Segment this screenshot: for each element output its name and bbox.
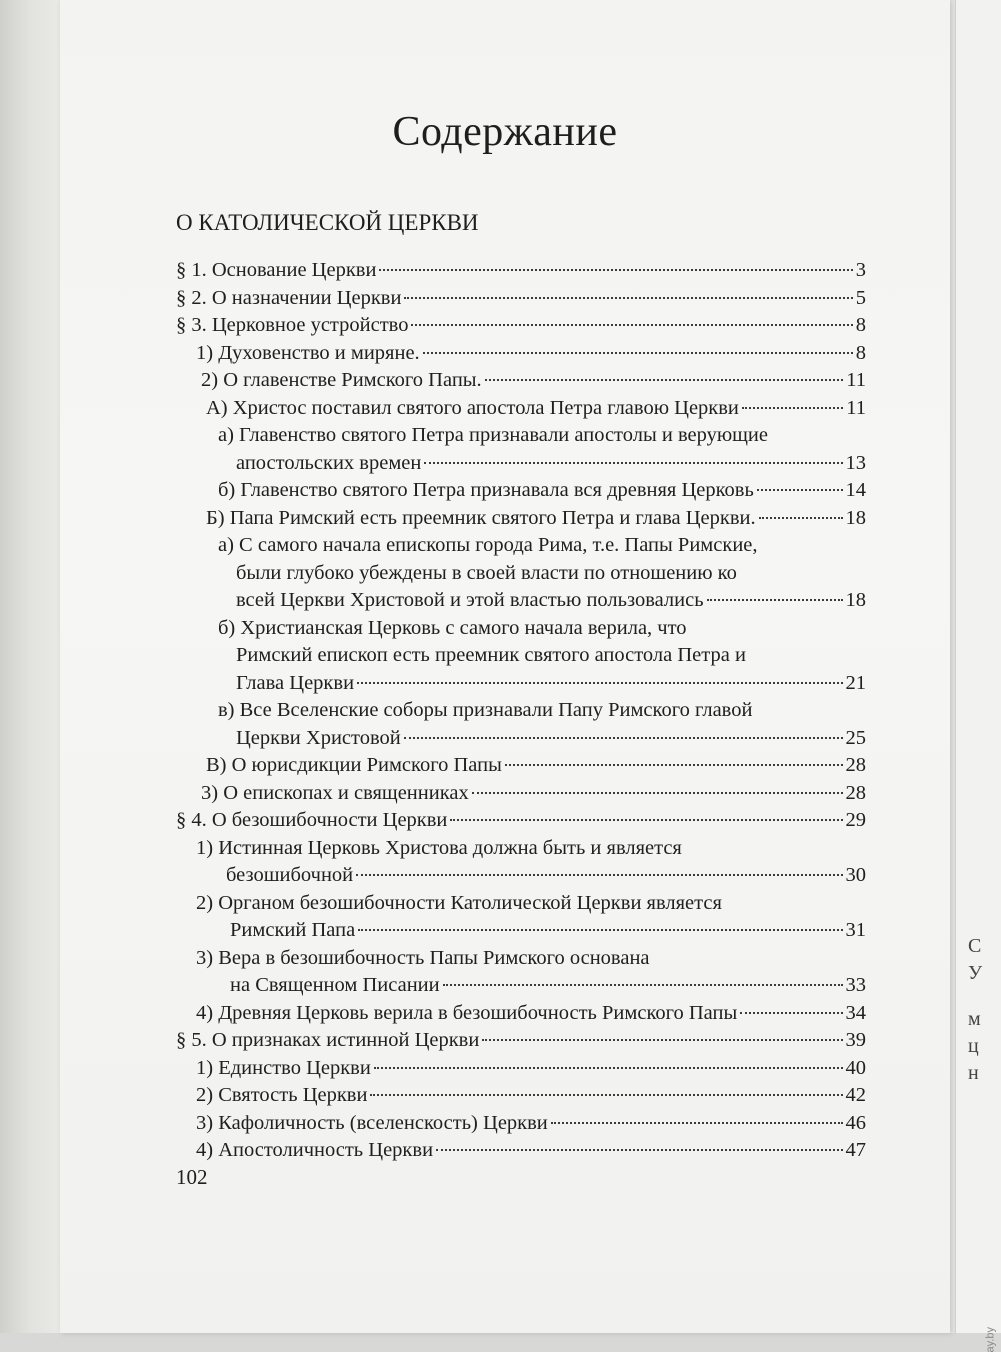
toc-entry[interactable] — [176, 835, 866, 890]
toc-page-number: 40 — [845, 1056, 866, 1079]
toc-entry-text: § 5. О признаках истинной Церкви — [176, 1029, 480, 1051]
toc-entry[interactable] — [176, 1000, 866, 1028]
toc-entry[interactable] — [176, 477, 866, 505]
toc-entry[interactable] — [176, 1082, 866, 1110]
toc-page-number: 39 — [845, 1029, 866, 1051]
edge-glyph: н — [968, 1062, 979, 1084]
dot-leader — [759, 517, 843, 519]
toc-entry[interactable] — [176, 615, 866, 698]
toc-entry[interactable] — [176, 697, 866, 752]
toc-entry[interactable] — [176, 367, 866, 395]
toc-entry-text: 2) Органом безошибочности Католической Церкви является — [196, 891, 722, 914]
toc-page-number: 8 — [855, 314, 866, 336]
toc-page-number: 21 — [845, 671, 866, 694]
toc-entry[interactable] — [176, 1110, 866, 1138]
toc-entry-text: В) О юрисдикции Римского Папы — [206, 754, 502, 776]
toc-entry-text: § 2. О назначении Церкви — [176, 286, 402, 309]
toc-entry[interactable] — [176, 1137, 866, 1165]
toc-page-number: 28 — [845, 754, 866, 776]
dot-leader — [424, 462, 842, 464]
dot-leader — [357, 682, 842, 684]
edge-glyph: У — [968, 962, 983, 984]
toc-entry-text: б) Главенство святого Петра признавала вся древняя Церковь — [218, 479, 754, 501]
toc-entry-text: 2) Святость Церкви — [196, 1084, 368, 1106]
dot-leader — [757, 489, 843, 491]
toc-page-number: 34 — [845, 1001, 866, 1024]
toc-entry[interactable] — [176, 890, 866, 945]
toc-entry[interactable] — [176, 780, 866, 808]
toc-page-number: 13 — [845, 451, 866, 474]
dot-leader — [707, 599, 843, 601]
edge-glyph: м — [968, 1008, 981, 1030]
toc-page-number: 11 — [846, 369, 866, 391]
toc-entry-text: 3) Кафоличность (вселенскость) Церкви — [196, 1111, 548, 1134]
toc-entry[interactable] — [176, 422, 866, 477]
toc-page-number: 14 — [845, 479, 866, 501]
dot-leader — [404, 297, 852, 299]
toc-page-number: 8 — [855, 341, 866, 364]
toc-entry-text: а) С самого начала епископы города Рима, т.е. Папы Римские, — [218, 534, 758, 556]
toc-entry-text: безошибочной — [226, 864, 354, 886]
toc-entry[interactable] — [176, 257, 866, 285]
toc-page-number: 31 — [845, 919, 866, 941]
toc-entry-text: 3) О епископах и священниках — [201, 781, 469, 804]
dot-leader — [370, 1094, 842, 1096]
dot-leader — [740, 1012, 842, 1014]
toc-entry-text: Церкви Христовой — [236, 726, 401, 749]
toc-entry-text: 2) О главенстве Римского Папы. — [201, 369, 482, 391]
toc-page-number: 29 — [845, 809, 866, 831]
toc-entry[interactable] — [176, 505, 866, 533]
toc-entry[interactable] — [176, 312, 866, 340]
toc-entry[interactable] — [176, 340, 866, 368]
toc-entry-text: Римский епископ есть преемник святого апостола Петра и — [236, 644, 746, 666]
toc-page-number: 42 — [845, 1084, 866, 1106]
toc-entry[interactable] — [176, 807, 866, 835]
dot-leader — [551, 1122, 843, 1124]
toc-page-number: 30 — [845, 864, 866, 886]
toc-page-number: 47 — [845, 1139, 866, 1161]
dot-leader — [482, 1039, 842, 1041]
toc-page-number: 11 — [846, 396, 866, 419]
toc-entry-text: 4) Апостоличность Церкви — [196, 1139, 434, 1161]
toc-entry-text: Глава Церкви — [236, 671, 355, 694]
toc-page-number: 18 — [845, 589, 866, 611]
facing-page-edge — [955, 0, 1001, 1333]
toc-page-number: 3 — [855, 259, 866, 281]
dot-leader — [374, 1067, 843, 1069]
dot-leader — [411, 324, 852, 326]
toc-entry[interactable] — [176, 285, 866, 313]
dot-leader — [472, 792, 843, 794]
toc-entry-text: на Священном Писании — [230, 974, 440, 996]
toc-page-number: 46 — [845, 1111, 866, 1134]
toc-page-number: 5 — [855, 286, 866, 309]
toc-page-number: 25 — [845, 726, 866, 749]
dot-leader — [742, 407, 843, 409]
edge-glyph: С — [968, 935, 982, 957]
dot-leader — [450, 819, 842, 821]
toc-entry-text: 4) Древняя Церковь верила в безошибочность Римского Папы — [196, 1001, 738, 1024]
toc-entry-text: § 1. Основание Церкви — [176, 259, 377, 281]
toc-entry-text: Б) Папа Римский есть преемник святого Петра и глава Церкви. — [206, 506, 756, 529]
toc-entry-text: Римский Папа — [230, 919, 356, 941]
toc-entry-text: 3) Вера в безошибочность Папы Римского основана — [196, 946, 650, 969]
dot-leader — [436, 1149, 842, 1151]
toc-entry-text: 1) Единство Церкви — [196, 1056, 371, 1079]
section-heading: О КАТОЛИЧЕСКОЙ ЦЕРКВИ — [176, 210, 479, 235]
toc-entry-text: апостольских времен — [236, 451, 422, 474]
dot-leader — [443, 984, 843, 986]
toc-entry[interactable] — [176, 1055, 866, 1083]
toc-entry-text: а) Главенство святого Петра признавали апостолы и верующие — [218, 424, 769, 446]
dot-leader — [423, 352, 853, 354]
toc-page-number: 33 — [845, 974, 866, 996]
toc-entry-text: § 3. Церковное устройство — [176, 314, 409, 336]
page-number: 102 — [176, 1165, 208, 1189]
toc-entry-text: § 4. О безошибочности Церкви — [176, 809, 448, 831]
toc-entry[interactable] — [176, 945, 866, 1000]
edge-glyph: ц — [968, 1035, 979, 1057]
toc-page-number: 28 — [845, 781, 866, 804]
page-title: Содержание — [392, 109, 618, 155]
toc-entry-text: в) Все Вселенские соборы признавали Папу Римского главой — [218, 699, 753, 721]
watermark: ay.by — [984, 1327, 996, 1352]
toc-page-number: 18 — [845, 506, 866, 529]
toc-entry[interactable] — [176, 532, 866, 615]
toc-entry[interactable] — [176, 752, 866, 780]
toc-entry[interactable] — [176, 1027, 866, 1055]
toc-entry-text: всей Церкви Христовой и этой властью пользовались — [236, 589, 704, 611]
toc-entry-text: б) Христианская Церковь с самого начала верила, что — [218, 616, 687, 639]
dot-leader — [358, 929, 842, 931]
dot-leader — [505, 764, 843, 766]
toc-entry[interactable] — [176, 395, 866, 423]
toc-entry-text: были глубоко убеждены в своей власти по отношению ко — [236, 561, 737, 584]
toc-entry-text: 1) Истинная Церковь Христова должна быть и является — [196, 836, 682, 859]
toc-entry-text: А) Христос поставил святого апостола Петра главою Церкви — [206, 396, 739, 419]
dot-leader — [485, 379, 844, 381]
dot-leader — [379, 269, 852, 271]
dot-leader — [356, 874, 842, 876]
table-of-contents — [176, 257, 866, 1165]
toc-entry-text: 1) Духовенство и миряне. — [196, 341, 420, 364]
dot-leader — [404, 737, 843, 739]
